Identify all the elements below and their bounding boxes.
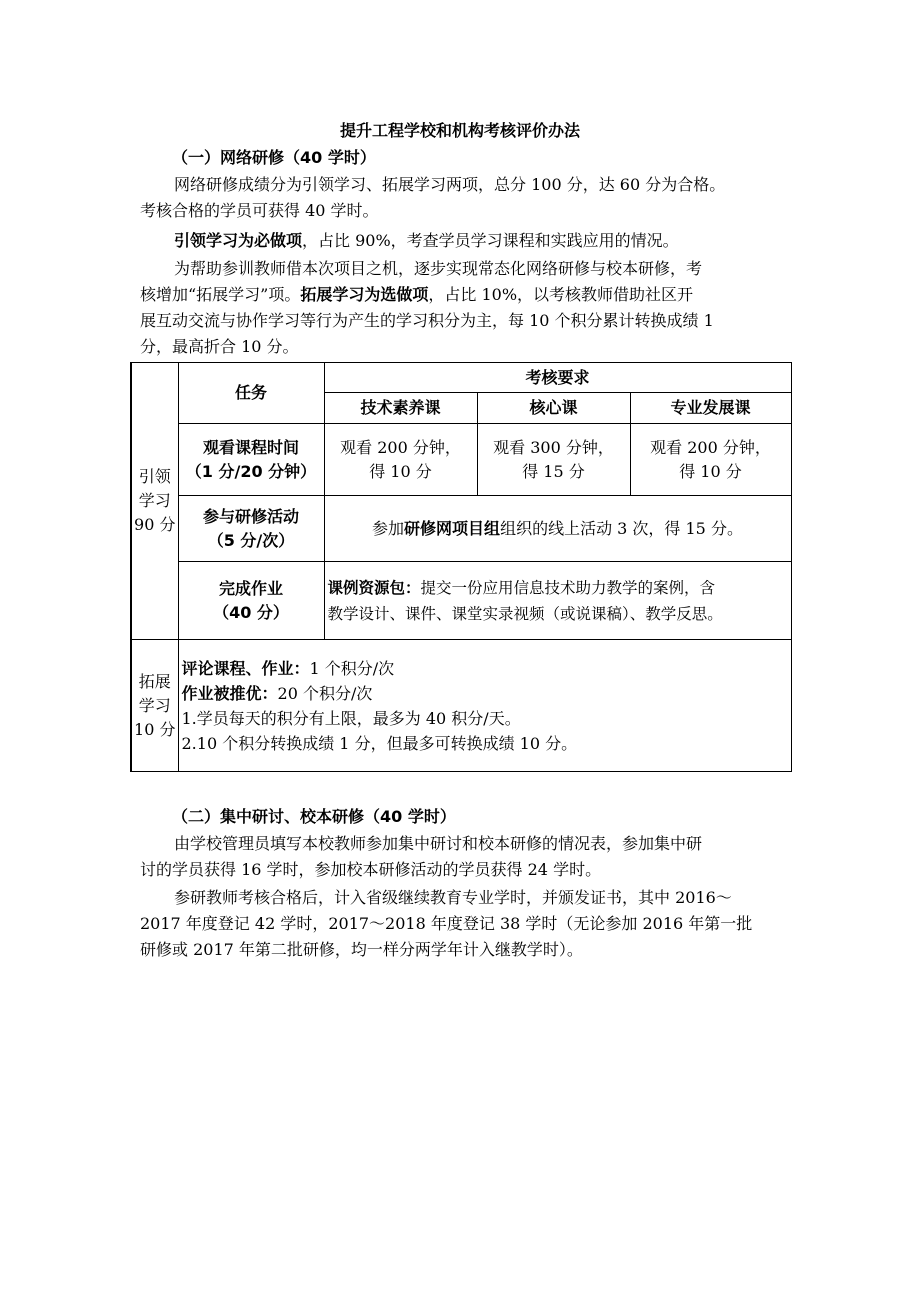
extended-learning-label	[131, 640, 178, 772]
column-header: 技术素养课	[324, 393, 477, 424]
text: 参加	[372, 518, 405, 538]
bold-text: 评论课程、作业：	[181, 659, 310, 678]
text-line	[328, 575, 791, 601]
text: ，占比 10%，以考核教师借助社区开	[428, 285, 694, 304]
text-line: （5 分/次）	[207, 530, 295, 550]
bold-text: 拓展学习为选做项	[300, 285, 429, 304]
text-line: 教学设计、课件、课堂实录视频（或说课稿）、教学反思。	[327, 604, 723, 623]
text-line: 完成作业	[218, 578, 283, 598]
text-line: 得 15 分	[522, 461, 585, 481]
column-header: 核心课	[477, 393, 630, 424]
text-line: 拓展	[138, 671, 171, 691]
text-line: 学习	[138, 491, 171, 510]
requirements-header: 考核要求	[324, 363, 791, 393]
text-line	[140, 228, 800, 254]
column-header: 专业发展课	[630, 393, 791, 424]
text-line	[140, 282, 800, 308]
section2-heading: （二）集中研讨、校本研修（40 学时）	[172, 807, 456, 826]
homework-requirement	[324, 562, 791, 640]
section1-paragraph-2	[140, 228, 800, 254]
text-line: 考核合格的学员可获得 40 学时。	[140, 201, 379, 220]
text-line: 网络研修成绩分为引领学习、拓展学习两项，总分 100 分，达 60 分为合格。	[174, 175, 726, 194]
text-line: 1.学员每天的积分有上限，最多为 40 积分/天。	[181, 709, 521, 728]
section2-paragraph-2	[140, 885, 800, 963]
text-line: 观看课程时间	[202, 437, 299, 457]
assessment-table	[130, 362, 792, 772]
task-activity	[178, 496, 324, 562]
lead-learning-label	[131, 363, 178, 640]
task-header: 任务	[178, 363, 324, 424]
text: 20 个积分/次	[277, 684, 373, 703]
task-homework	[178, 562, 324, 640]
text: 组织的线上活动 3 次，得 15 分。	[500, 518, 743, 538]
text-line: 引领	[138, 467, 171, 486]
text-line: 90 分	[134, 515, 176, 534]
text: 核增加“拓展学习”项。	[140, 285, 301, 304]
task-watch-course	[178, 424, 324, 496]
text-line: 10 分	[134, 719, 176, 739]
text-line: 研修或 2017 年第二批研修，均一样分两学年计入继教学时）。	[140, 940, 583, 959]
text-line: 2.10 个积分转换成绩 1 分，但最多可转换成绩 10 分。	[181, 734, 578, 753]
document-title: 提升工程学校和机构考核评价办法	[339, 121, 580, 140]
requirement-cell	[477, 424, 630, 496]
section1-paragraph-3	[140, 256, 800, 360]
text-line: 观看 200 分钟，	[340, 437, 461, 457]
text-line: （40 分）	[213, 602, 289, 622]
text-line: 讨的学员获得 16 学时，参加校本研修活动的学员获得 24 学时。	[140, 860, 602, 879]
text-line: 得 10 分	[369, 461, 432, 481]
bold-text: 引领学习为必做项	[174, 231, 303, 250]
text-line: 观看 200 分钟，	[650, 437, 771, 457]
text-line: （1 分/20 分钟）	[185, 461, 317, 481]
text: 提交一份应用信息技术助力教学的案例，含	[420, 578, 716, 597]
text: 1 个积分/次	[309, 659, 395, 678]
text-line: 参与研修活动	[202, 506, 299, 526]
section1-paragraph-1	[140, 172, 800, 224]
text-line	[182, 681, 791, 706]
bold-text: 课例资源包：	[327, 578, 421, 597]
bold-text: 研修网项目组	[404, 518, 501, 538]
text-line: 观看 300 分钟，	[493, 437, 614, 457]
text-line: 为帮助参训教师借本次项目之机，逐步实现常态化网络研修与校本研修，考	[174, 259, 703, 278]
requirement-cell	[324, 424, 477, 496]
text-line: 参研教师考核合格后，计入省级继续教育专业学时，并颁发证书，其中 2016～	[174, 888, 732, 907]
text-line	[182, 656, 791, 681]
section1-heading: （一）网络研修（40 学时）	[172, 148, 376, 167]
activity-requirement	[324, 496, 791, 562]
text: ，占比 90%，考查学员学习课程和实践应用的情况。	[302, 231, 679, 250]
text-line: 由学校管理员填写本校教师参加集中研讨和校本研修的情况表，参加集中研	[174, 834, 703, 853]
text-line: 分，最高折合 10 分。	[140, 337, 299, 356]
text-line: 学习	[138, 695, 171, 715]
bold-text: 作业被推优：	[181, 684, 278, 703]
text-line: 得 10 分	[679, 461, 742, 481]
text-line: 2017 年度登记 42 学时，2017～2018 年度登记 38 学时（无论参加 2016 年第一批	[140, 914, 753, 933]
extended-learning-details	[178, 640, 791, 772]
section2-paragraph-1	[140, 831, 800, 883]
text-line: 展互动交流与协作学习等行为产生的学习积分为主，每 10 个积分累计转换成绩 1	[140, 311, 714, 330]
requirement-cell	[630, 424, 791, 496]
